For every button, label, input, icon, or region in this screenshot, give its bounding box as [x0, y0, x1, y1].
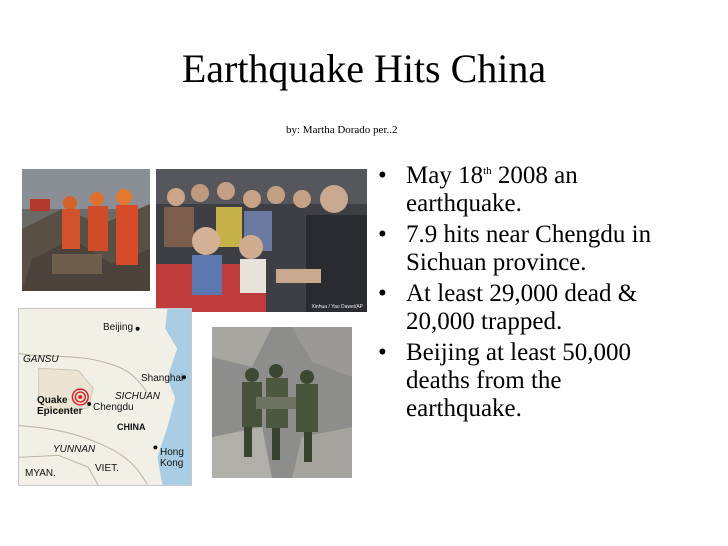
map-label-sichuan: SICHUAN [115, 391, 161, 402]
map-label-epicenter: Epicenter [37, 406, 83, 417]
bullet-item-magnitude: • 7.9 hits near Chengdu in Sichuan province. [378, 221, 652, 276]
map-label-vietnam: VIET. [95, 463, 119, 474]
map-label-beijing: Beijing [103, 322, 134, 333]
map-label-yunnan: YUNNAN [53, 444, 96, 455]
bullet-item-date: • May 18th 2008 an earthquake. [378, 162, 578, 217]
map-label-myanmar: MYAN. [25, 468, 56, 479]
bullet-list [374, 162, 674, 426]
map-label-gansu: GANSU [23, 354, 59, 365]
map-label-quake: Quake [37, 395, 68, 406]
slide-title: Earthquake Hits China [181, 46, 547, 91]
map-label-shanghai: Shanghai [141, 373, 184, 384]
soldiers-rubble-photo [212, 327, 352, 478]
map-label-chengdu: Chengdu [93, 402, 134, 413]
bullet-item-casualties: • At least 29,000 dead & 20,000 trapped. [378, 280, 638, 335]
photo-credit: Xinhua / Yao Dawei/AP [311, 304, 363, 310]
bullet-item-deaths: • Beijing at least 50,000 deaths from the earthquake. [378, 339, 631, 422]
slide-subtitle: by: Martha Dorado per..2 [286, 124, 398, 136]
rescue-workers-photo [22, 169, 150, 291]
map-label-china: CHINA [117, 422, 146, 432]
china-earthquake-map [18, 308, 192, 486]
crowd-children-photo [156, 169, 367, 312]
map-label-hong: Hong [160, 447, 184, 458]
map-label-kong: Kong [160, 458, 184, 469]
